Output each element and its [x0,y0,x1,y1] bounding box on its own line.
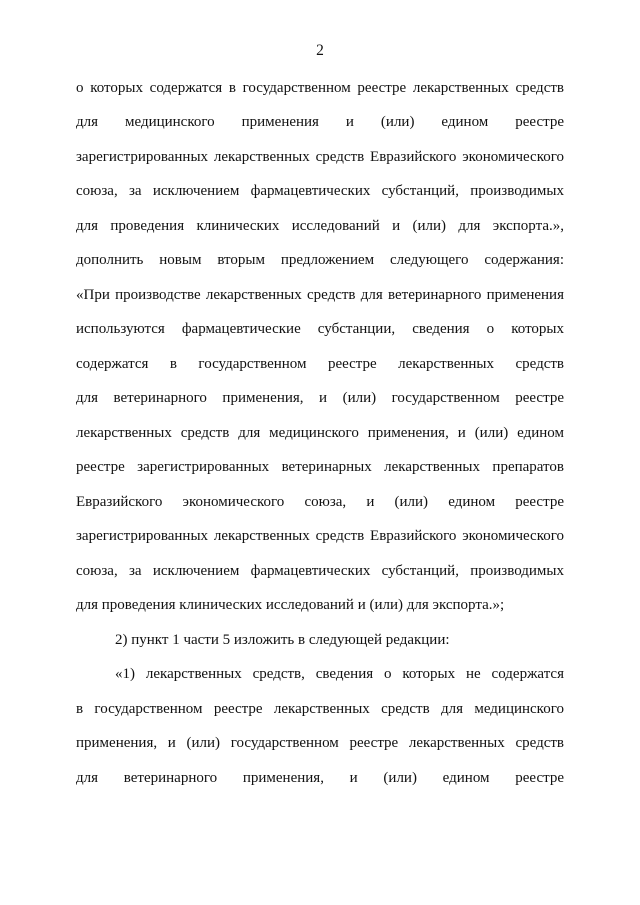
text-line: о которых содержатся в государственном реестре лекарственных средств [76,80,564,96]
text-line: союза, за исключением фармацевтических субстанций, производимых [76,563,564,579]
text-line: для ветеринарного применения, и (или) государственном реестре [76,390,564,406]
text-line: для ветеринарного применения, и (или) едином реестре [76,770,564,786]
text-line: Евразийского экономического союза, и (или) едином реестре [76,494,564,510]
text-line: зарегистрированных лекарственных средств Евразийского экономического [76,528,564,544]
text-line: «При производстве лекарственных средств для ветеринарного применения [76,287,564,303]
page-number: 2 [316,42,324,59]
text-line: для медицинского применения и (или) едином реестре [76,114,564,130]
text-line: реестре зарегистрированных ветеринарных лекарственных препаратов [76,459,564,475]
text-line: для проведения клинических исследований и (или) для экспорта.»; [76,597,505,613]
text-line: для проведения клинических исследований и (или) для экспорта.», [76,218,564,234]
text-line: используются фармацевтические субстанции, сведения о которых [76,321,564,337]
text-line: в государственном реестре лекарственных средств для медицинского [76,701,564,717]
text-line: зарегистрированных лекарственных средств Евразийского экономического [76,149,564,165]
text-line: «1) лекарственных средств, сведения о которых не содержатся [115,666,564,682]
text-line: дополнить новым вторым предложением следующего содержания: [76,252,564,268]
text-line: применения, и (или) государственном реестре лекарственных средств [76,735,564,751]
text-line: союза, за исключением фармацевтических субстанций, производимых [76,183,564,199]
text-line: лекарственных средств для медицинского применения, и (или) едином [76,425,564,441]
text-line: 2) пункт 1 части 5 изложить в следующей редакции: [115,632,450,648]
text-line: содержатся в государственном реестре лекарственных средств [76,356,564,372]
